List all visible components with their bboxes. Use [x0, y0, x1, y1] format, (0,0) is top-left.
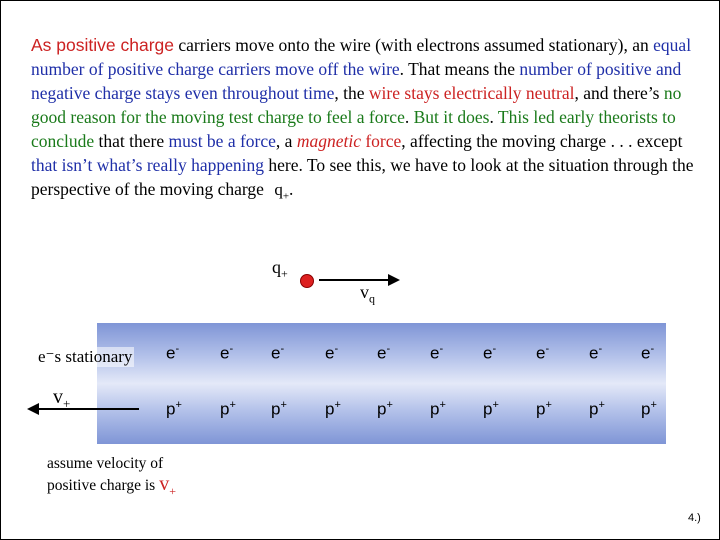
proton: p+: [220, 399, 236, 419]
electron: e-: [430, 343, 444, 363]
text-must-be-force: must be a force: [168, 131, 276, 151]
text-as-positive-charge: As positive charge: [31, 35, 174, 55]
proton: p+: [166, 399, 182, 419]
electron: e-: [483, 343, 497, 363]
proton: p+: [377, 399, 393, 419]
proton: p+: [271, 399, 287, 419]
velocity-note: [47, 454, 176, 501]
text-segment: that there: [94, 131, 169, 151]
note-line-1: assume velocity of: [47, 455, 164, 472]
note-line-2: positive charge is $v_+$: [47, 473, 176, 498]
text-segment: .: [404, 107, 414, 127]
proton: p+: [430, 399, 446, 419]
text-period: .: [289, 179, 294, 199]
electron: e-: [271, 343, 285, 363]
electron: e-: [589, 343, 603, 363]
text-segment: , and there’s: [574, 83, 664, 103]
text-segment: carriers move onto the wire (with electrons assumed stationary), an: [174, 35, 654, 55]
text-segment: here. To see this, we have to look at the situation through the perspective of the moving charge: [31, 155, 694, 199]
proton: p+: [536, 399, 552, 419]
note-v-plus: $v_+$: [159, 473, 176, 498]
electron: e-: [220, 343, 234, 363]
page-number: 4.): [688, 512, 701, 524]
test-charge-dot: [300, 274, 314, 288]
inline-q-plus: $q_+$: [274, 180, 290, 203]
text-wire-neutral: wire stays electrically neutral: [368, 83, 575, 103]
text-segment: , the: [334, 83, 369, 103]
test-charge-velocity-label: $v_q$: [360, 282, 375, 306]
electron: e-: [166, 343, 180, 363]
text-segment: , affecting the moving charge . . . except: [401, 131, 683, 151]
electron: e-: [536, 343, 550, 363]
test-charge-label: $q_+$: [272, 257, 288, 281]
text-segment: . That means the: [399, 59, 520, 79]
proton: p+: [589, 399, 605, 419]
text-but-it-does: But it does: [413, 107, 490, 127]
electron: e-: [377, 343, 391, 363]
proton: p+: [641, 399, 657, 419]
text-segment: , a: [275, 131, 297, 151]
explanation-paragraph: [31, 33, 703, 208]
text-early-theorists: This led early theorists to conclude: [31, 107, 676, 151]
wire: [97, 323, 666, 444]
positive-velocity-label: $v_+$: [53, 386, 71, 411]
text-segment: .: [489, 107, 498, 127]
electron: e-: [641, 343, 655, 363]
proton: p+: [483, 399, 499, 419]
text-no-good-reason: no good reason for the moving test charge to feel a force: [31, 83, 682, 127]
text-equal-number: equal number of positive charge carriers move off the wire: [31, 35, 692, 79]
velocity-arrow-left-icon: [27, 401, 139, 417]
text-magnetic: magnetic: [296, 131, 361, 151]
electron: e-: [325, 343, 339, 363]
text-number-even: number of positive and negative charge stays even throughout time: [31, 59, 682, 103]
proton: p+: [325, 399, 341, 419]
text-not-really-happening: that isn’t what’s really happening: [31, 155, 264, 175]
text-force: force: [360, 131, 402, 151]
electrons-stationary-label: e⁻s stationary: [38, 347, 133, 366]
